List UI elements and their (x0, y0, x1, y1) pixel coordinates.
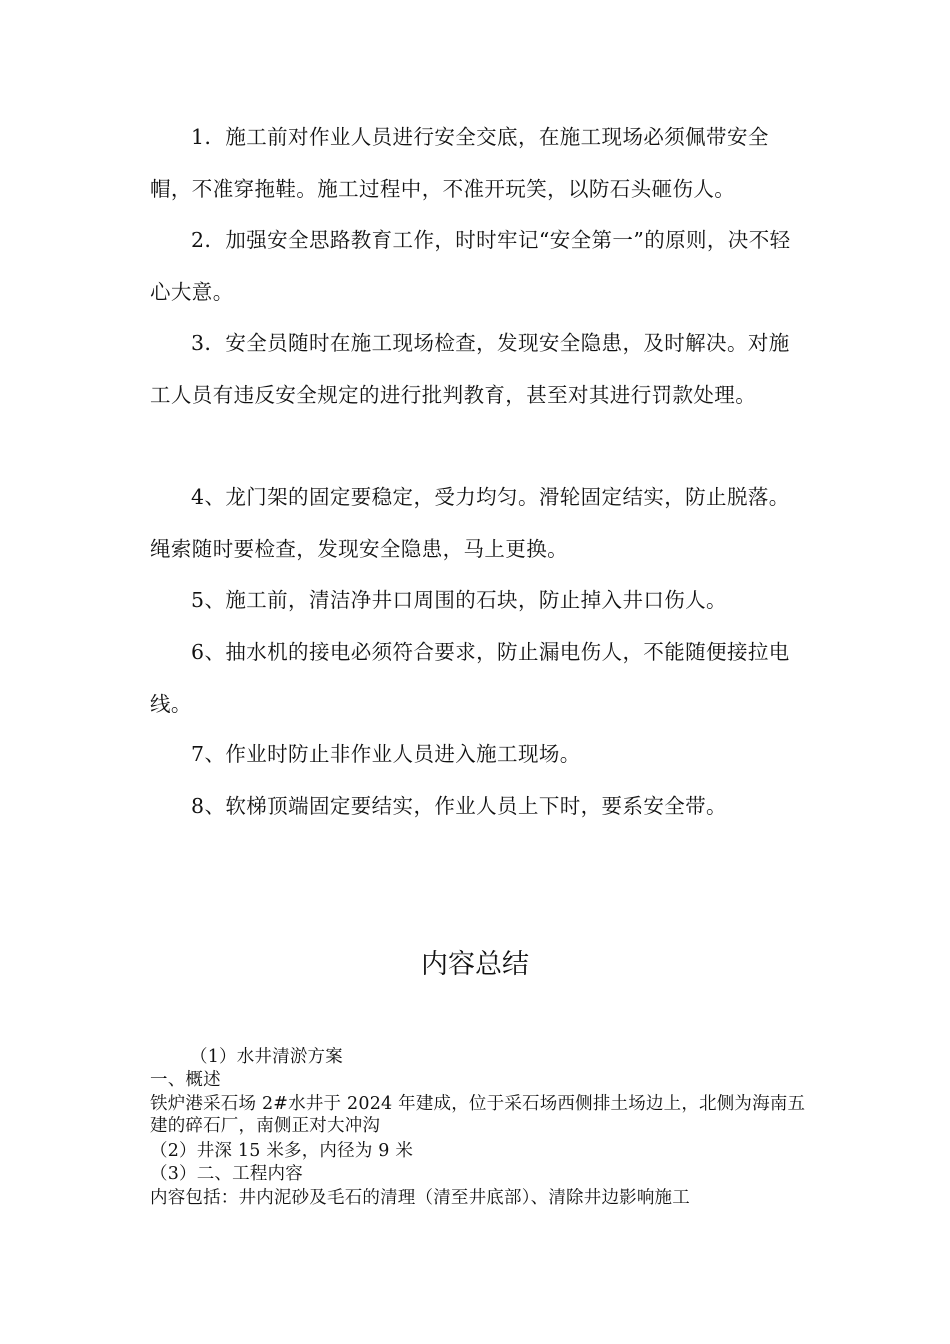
summary-line-1: （1）水井清淤方案 (190, 1047, 343, 1067)
summary-line-5: （3）二、工程内容 (150, 1164, 303, 1184)
safety-item-3: 3．安全员随时在施工现场检查，发现安全隐患，及时解决。对施工人员有违反安全规定的进行批判教育，甚至对其进行罚款处理。 (150, 331, 790, 407)
safety-item-6: 6、抽水机的接电必须符合要求，防止漏电伤人，不能随便接拉电线。 (150, 640, 790, 716)
summary-title: 内容总结 (421, 949, 529, 980)
safety-item-5: 5、施工前，清洁净井口周围的石块，防止掉入井口伤人。 (191, 588, 727, 612)
summary-line-6: 内容包括：井内泥砂及毛石的清理（清至井底部）、清除井边影响施工 (150, 1188, 690, 1208)
summary-line-4: （2）井深 15 米多，内径为 9 米 (150, 1141, 414, 1161)
safety-item-1: 1．施工前对作业人员进行安全交底，在施工现场必须佩带安全帽，不准穿拖鞋。施工过程中，不准开玩笑，以防石头砸伤人。 (150, 125, 769, 201)
summary-line-3: 铁炉港采石场 2#水井于 2024 年建成，位于采石场西侧排土场边上，北侧为海南五建的碎石厂，南侧正对大冲沟 (150, 1094, 806, 1136)
summary-line-2: 一、概述 (150, 1070, 221, 1090)
safety-item-4: 4、龙门架的固定要稳定，受力均匀。滑轮固定结实，防止脱落。绳索随时要检查，发现安全隐患，马上更换。 (150, 485, 790, 561)
safety-item-7: 7、作业时防止非作业人员进入施工现场。 (191, 742, 581, 766)
safety-item-8: 8、软梯顶端固定要结实，作业人员上下时，要系安全带。 (191, 794, 727, 818)
safety-item-2: 2．加强安全思路教育工作，时时牢记“安全第一”的原则，决不轻心大意。 (150, 228, 791, 304)
